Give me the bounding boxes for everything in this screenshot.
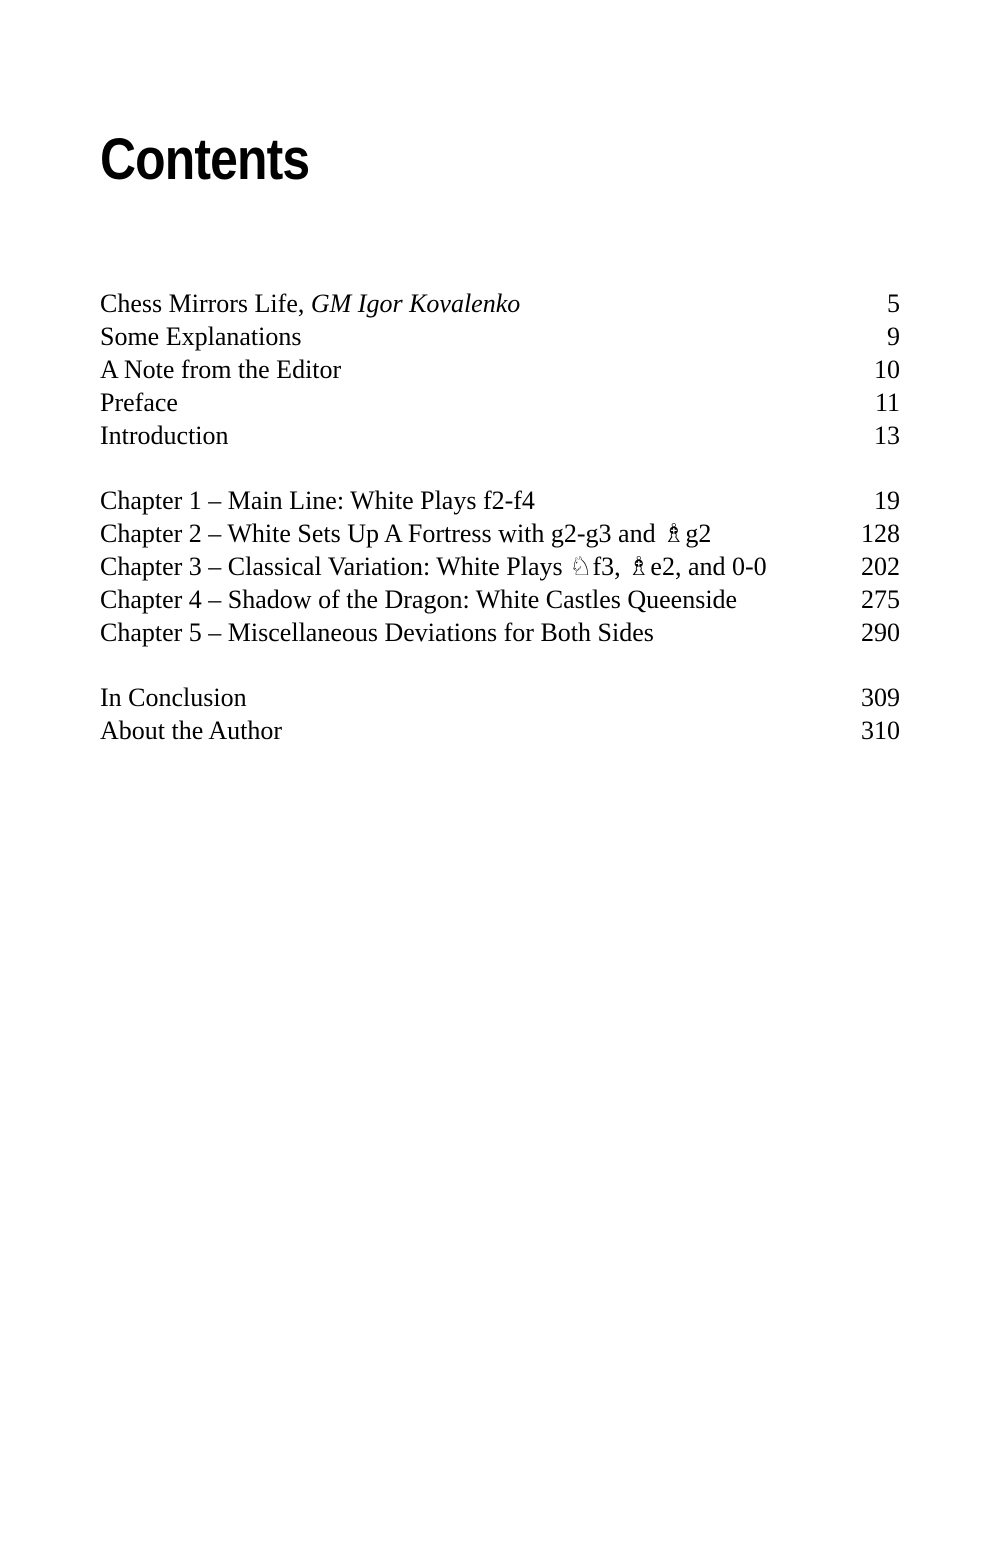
toc-entry-title: In Conclusion (100, 683, 247, 712)
toc-entry-title: Chapter 5 – Miscellaneous Deviations for Both Sides (100, 618, 654, 647)
toc-group-chapters (100, 484, 900, 649)
toc-entry-page: 19 (874, 486, 900, 515)
toc-entry (100, 517, 900, 550)
toc-entry-title: About the Author (100, 716, 282, 745)
toc-entry-title: Chapter 2 – White Sets Up A Fortress with g2-g3 and ♗g2 (100, 519, 712, 548)
toc-entry-page: 128 (861, 519, 900, 548)
toc-group-front-matter (100, 287, 900, 452)
toc-entry-title: Chapter 4 – Shadow of the Dragon: White Castles Queenside (100, 585, 738, 614)
toc-entry (100, 419, 900, 452)
toc-entry-title: Chapter 1 – Main Line: White Plays f2-f4 (100, 486, 535, 515)
toc-entry (100, 681, 900, 714)
table-of-contents (100, 287, 900, 747)
toc-entry-label: Chess Mirrors Life, (100, 289, 311, 318)
toc-entry-page: 11 (874, 388, 900, 417)
toc-entry-title: Some Explanations (100, 322, 302, 351)
toc-entry-page: 13 (874, 421, 900, 450)
toc-entry-page: 310 (861, 716, 900, 745)
toc-entry (100, 714, 900, 747)
toc-entry (100, 484, 900, 517)
toc-group-back-matter (100, 681, 900, 747)
toc-entry (100, 320, 900, 353)
toc-entry (100, 287, 900, 320)
toc-entry (100, 550, 900, 583)
toc-entry-page: 309 (861, 683, 900, 712)
toc-entry-title (100, 287, 840, 320)
toc-entry (100, 353, 900, 386)
toc-entry-page: 290 (861, 618, 900, 647)
toc-entry-title: Preface (100, 388, 178, 417)
toc-entry (100, 583, 900, 616)
toc-entry-title: A Note from the Editor (100, 355, 342, 384)
page-title: Contents (100, 127, 310, 192)
toc-entry-author: GM Igor Kovalenko (310, 289, 521, 318)
toc-entry-title: Chapter 3 – Classical Variation: White Plays ♘f3, ♗e2, and 0-0 (100, 552, 767, 581)
toc-entry (100, 386, 900, 419)
toc-entry-page: 9 (887, 322, 900, 351)
toc-entry-page: 202 (861, 552, 900, 581)
toc-entry (100, 616, 900, 649)
toc-entry-page: 275 (861, 585, 900, 614)
toc-entry-page: 5 (887, 289, 900, 318)
toc-entry-page: 10 (874, 355, 900, 384)
toc-entry-title: Introduction (100, 421, 229, 450)
